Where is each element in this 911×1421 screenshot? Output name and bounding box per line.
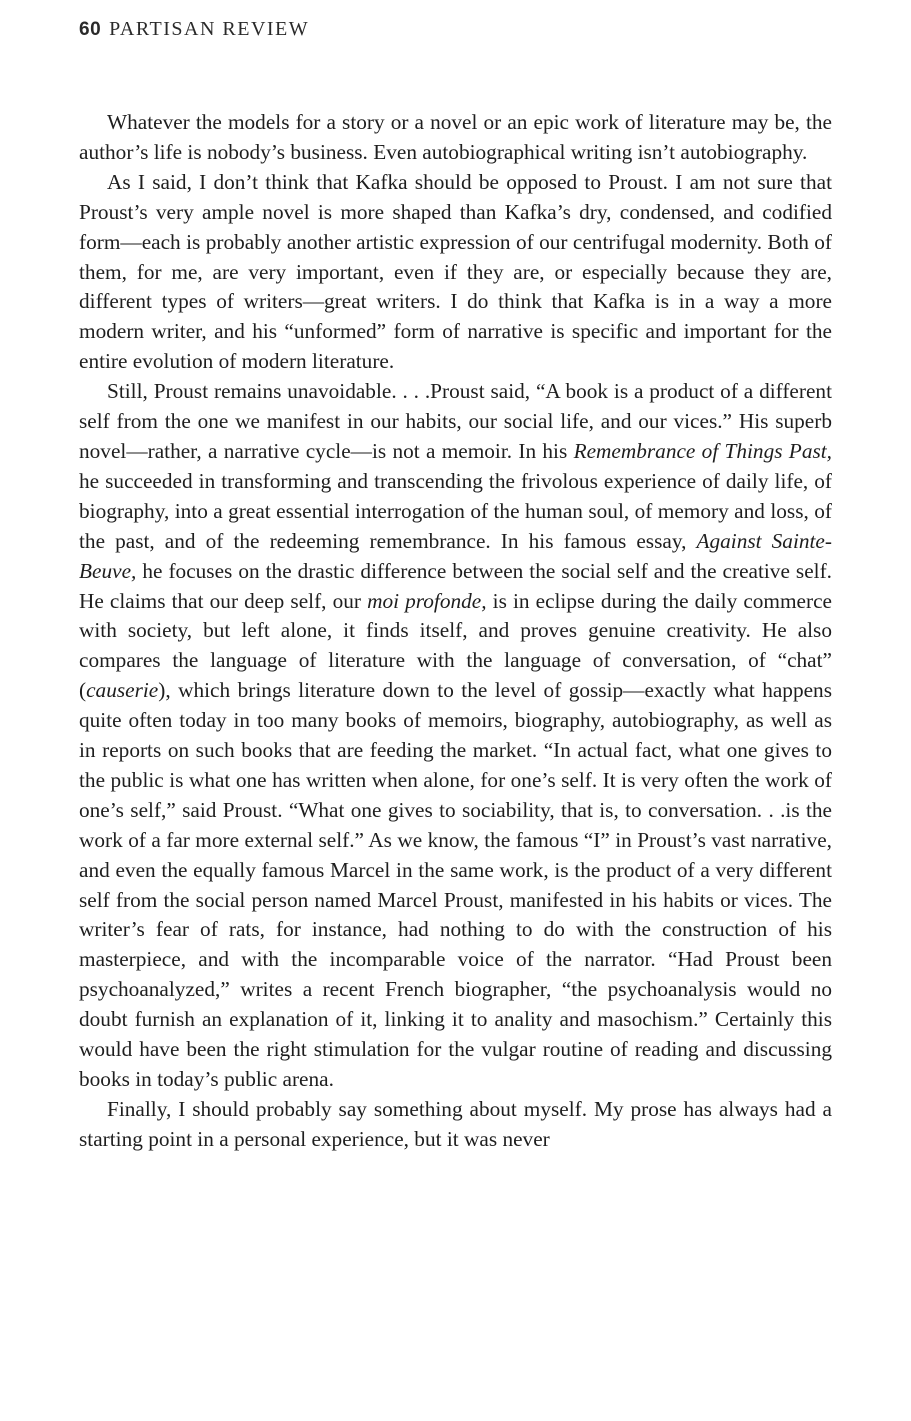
- text-run: is in eclipse during the daily commerce with society, but left alone, it finds itself, and proves genuine creativity. He also compares the language of literature with the language of conversation, of “chat” (: [79, 588, 833, 703]
- paragraph: [79, 168, 832, 377]
- italic-title: Against Sainte-Beuve,: [79, 528, 832, 583]
- journal-title: PARTISAN REVIEW: [109, 18, 310, 40]
- page-number: 60: [79, 19, 102, 40]
- italic-title: moi profonde,: [367, 588, 487, 613]
- paragraph: [79, 1095, 832, 1155]
- italic-title: causerie: [86, 678, 159, 703]
- running-head: [79, 18, 309, 41]
- text-run: Whatever the models for a story or a novel or an epic work of literature may be, the author’s life is nobody’s business. Even autobiographical writing isn’t autobiography.: [79, 110, 832, 164]
- text-run: Still, Proust remains unavoidable. . . .Proust said, “A book is a product of a different self from the one we manifest in our habits, our social life, and our vices.” His superb novel—rather, a narrative cycle—is not a memoir. In his: [79, 379, 832, 463]
- italic-title: Remembrance of Things Past,: [573, 438, 832, 463]
- text-run: ), which brings literature down to the level of gossip—exactly what happens quite often today in too many books of memoirs, biography, autobiography, as well as in reports on such books that are feeding the market. “In actual fact, what one gives to the public is what one has written when alone, for one’s self. It is very often the work of one’s self,” said Proust. “What one gives to sociability, that is, to conversation. . .is the work of a far more external self.” As we know, the famous “I” in Proust’s vast narrative, and even the equally famous Marcel in the same work, is the product of a very different self from the social person named Marcel Proust, manifested in his habits or vices. The writer’s fear of rats, for instance, had nothing to do with the construction of his masterpiece, and with the incomparable voice of the narrator. “Had Proust been psychoanalyzed,” writes a recent French biographer, “the psychoanalysis would no doubt furnish an explanation of it, linking it to anality and masochism.” Certainly this would have been the right stimulation for the vulgar routine of reading and discussing books in today’s public arena.: [79, 678, 832, 1091]
- text-run: he focuses on the drastic difference between the social self and the creative self. He claims that our deep self, our: [79, 558, 832, 613]
- text-run: Finally, I should probably say something about myself. My prose has always had a starting point in a personal experience, but it was never: [79, 1096, 832, 1151]
- paragraph: [79, 108, 832, 168]
- body-text: [79, 108, 832, 1155]
- paragraph: [79, 377, 832, 1095]
- text-run: he succeeded in transforming and transcending the frivolous experience of daily life, of biography, into a great essential interrogation of the human soul, of memory and loss, of the past, and of the redeeming remembrance. In his famous essay,: [79, 468, 832, 553]
- text-run: As I said, I don’t think that Kafka should be opposed to Proust. I am not sure that Proust’s very ample novel is more shaped than Kafka’s dry, condensed, and codified form—each is probably another artistic expression of our centrifugal modernity. Both of them, for me, are very important, even if they are, or especially because they are, different types of writers—great writers. I do think that Kafka is in a way a more modern writer, and his “unformed” form of narrative is specific and important for the entire evolution of modern literature.: [79, 169, 832, 374]
